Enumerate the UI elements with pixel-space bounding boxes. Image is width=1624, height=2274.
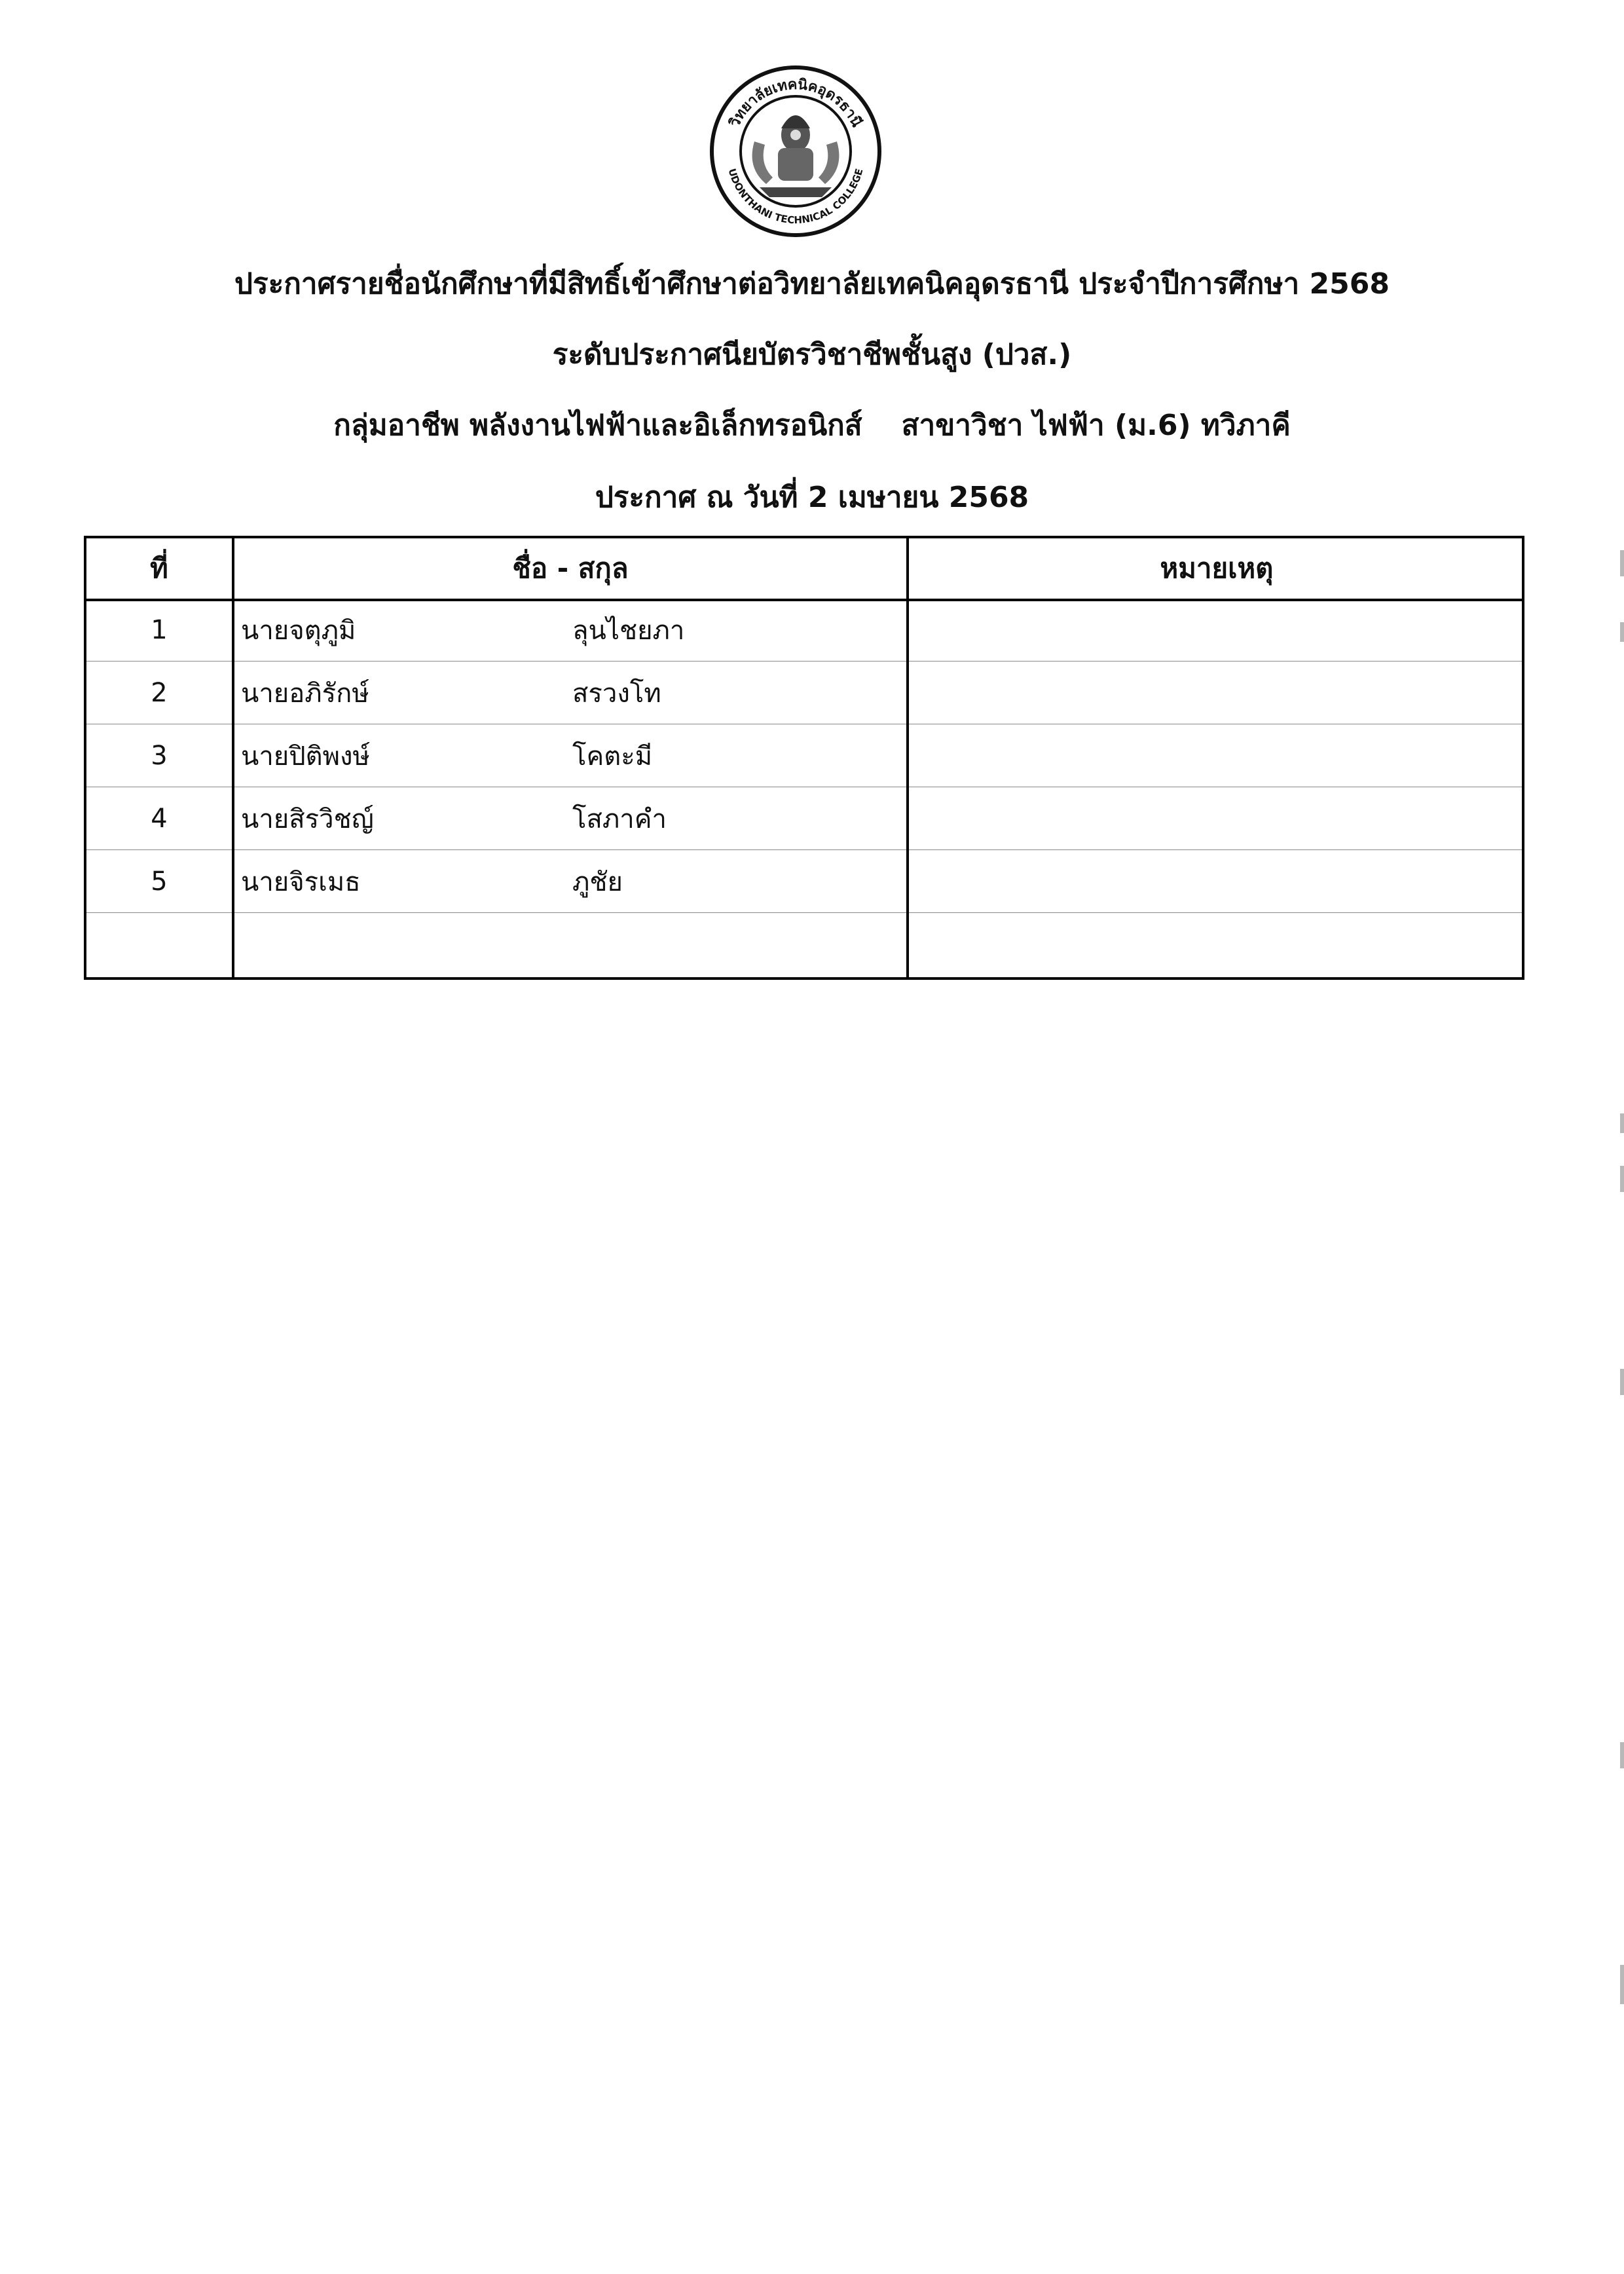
row-number: 1 (151, 614, 168, 645)
scan-artifact (1620, 622, 1624, 642)
table-row (86, 662, 1522, 724)
table-row (86, 913, 1522, 977)
row-number (86, 913, 232, 977)
announcement-date: ประกาศ ณ วันที่ 2 เมษายน 2568 (595, 481, 1029, 514)
first-name: นายปิติพงษ์ (241, 741, 370, 772)
column-header-note: หมายเหตุ (1160, 552, 1274, 584)
last-name: โสภาคำ (572, 804, 667, 834)
first-name: นายจิรเมธ (241, 867, 361, 897)
table-header-row (86, 538, 1522, 601)
column-header-no: ที่ (150, 552, 168, 584)
column-divider (906, 538, 909, 977)
program-line (0, 406, 1624, 445)
seal-text-top: วิทยาลัยเทคนิคอุดรธานี (726, 76, 865, 130)
announcement-title: ประกาศรายชื่อนักศึกษาที่มีสิทธิ์เข้าศึกษาต่อวิทยาลัยเทคนิคอุดรธานี ประจำปีการศึกษา 2568 (234, 267, 1390, 301)
scan-artifact (1620, 1113, 1624, 1133)
occupation-group: กลุ่มอาชีพ พลังงานไฟฟ้าและอิเล็กทรอนิกส์ (333, 409, 862, 442)
note (909, 662, 1524, 724)
scan-artifact (1620, 1166, 1624, 1192)
row-number: 2 (151, 677, 168, 708)
row-number: 3 (151, 740, 168, 771)
education-level: ระดับประกาศนียบัตรวิชาชีพชั้นสูง (ปวส.) (552, 338, 1072, 371)
last-name: ลุนไชยภา (572, 615, 685, 646)
college-seal (707, 63, 884, 240)
first-name: นายจตุภูมิ (241, 615, 356, 646)
first-name (241, 913, 568, 977)
table-row (86, 850, 1522, 913)
last-name (572, 913, 900, 977)
scan-artifact (1620, 1965, 1624, 2004)
note (909, 724, 1524, 787)
column-header-name: ชื่อ - สกุล (512, 552, 629, 584)
note (909, 787, 1524, 849)
row-number: 5 (151, 866, 168, 897)
table-row (86, 599, 1522, 662)
scan-artifact (1620, 1369, 1624, 1395)
column-divider (232, 538, 234, 977)
seal-text-bottom: UDONTHANI TECHNICAL COLLEGE (726, 167, 866, 227)
note (909, 913, 1524, 977)
last-name: ภูชัย (572, 867, 623, 897)
last-name: สรวงโท (572, 678, 661, 709)
row-number: 4 (151, 803, 168, 834)
table-row (86, 724, 1522, 787)
note (909, 850, 1524, 912)
scan-artifact (1620, 550, 1624, 576)
student-list-table (84, 536, 1524, 980)
first-name: นายสิรวิชญ์ (241, 804, 374, 834)
scan-artifact (1620, 1742, 1624, 1768)
first-name: นายอภิรักษ์ (241, 678, 369, 709)
seal-icon (707, 63, 884, 240)
last-name: โคตะมี (572, 741, 653, 772)
table-row (86, 787, 1522, 850)
major: สาขาวิชา ไฟฟ้า (ม.6) ทวิภาคี (901, 409, 1291, 442)
note (909, 599, 1524, 661)
